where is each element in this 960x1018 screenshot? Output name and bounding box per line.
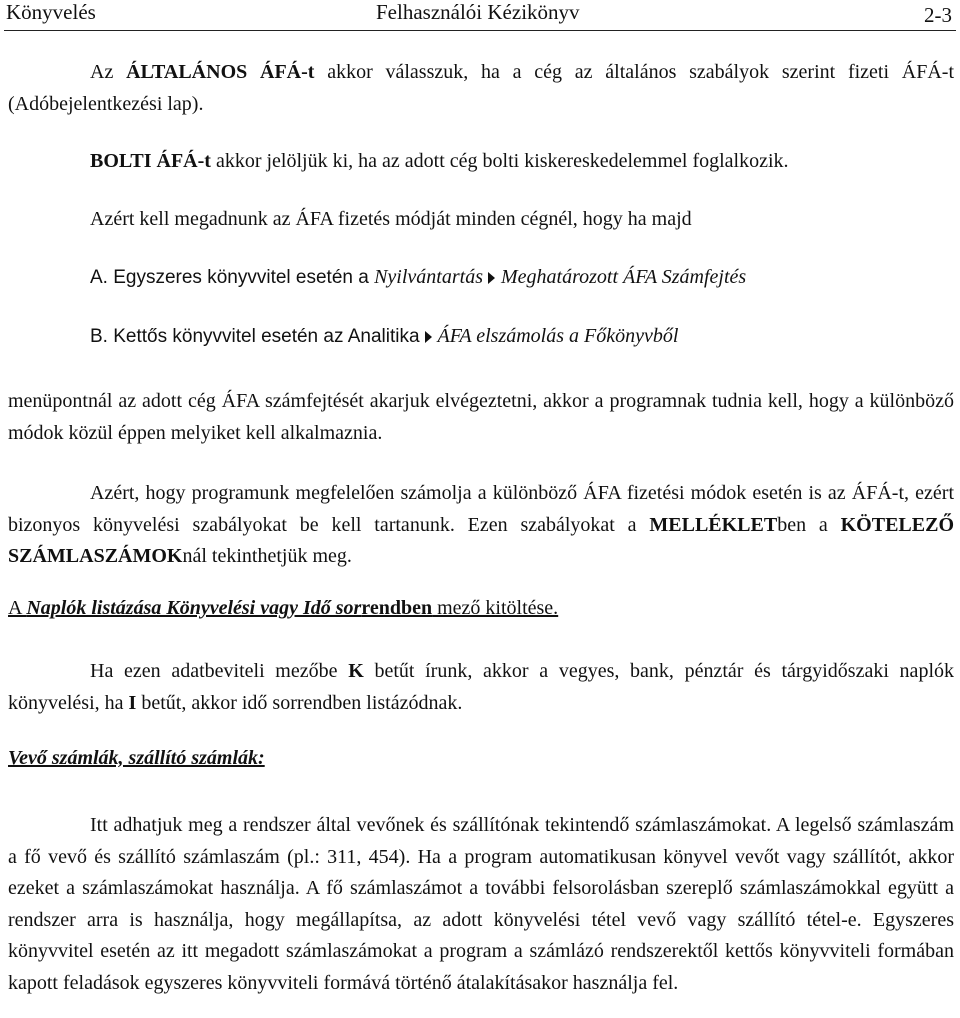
menu-item: Meghatározott ÁFA Számfejtés	[500, 266, 747, 288]
paragraph-rules	[8, 478, 954, 573]
text: betűt írunk, akkor a vegyes, bank, pénztár és tárgyidőszaki naplók könyvelési, ha	[8, 660, 954, 714]
text: akkor válasszuk, ha a cég az általános szabályok szerint fizeti ÁFÁ-t (Adóbejelentkezési lap).	[8, 61, 955, 115]
heading-text: Vevő számlák, szállító számlák:	[8, 747, 265, 769]
term-annex: MELLÉKLET	[649, 513, 778, 536]
paragraph-journal-order	[8, 656, 954, 719]
field-name: rendben	[361, 597, 433, 619]
text: Az	[90, 61, 127, 83]
paragraph-account-numbers: Itt adhatjuk meg a rendszer által vevőnek és szállítónak tekintendő számlaszámokat. A legelső számlaszám a fő vevő és szállító számlaszám (pl.: 311, 454). Ha a program automatikusan könyvel vevőt vagy szállítót, akkor ezeket a számlaszámokat használja. A fő számlaszámot a további felsorolásban szereplő számlaszámokkal együtt a rendszer arra is használja, hogy megállapítsa, az adott könyvelési tétel vevő vagy szállító tétel-e. Egyszeres könyvvitel esetén az itt megadott számlaszámokat a program a számlázó rendszerektől kettős könyvviteli formában kapott feladások egyszeres könyvviteli formává történő átalakításakor használja fel.	[8, 814, 954, 994]
term-general-vat: ÁLTALÁNOS ÁFÁ-t	[126, 61, 315, 83]
term-shop-vat: BOLTI ÁFÁ-t	[90, 150, 211, 172]
text: Azért, hogy programunk megfelelően számolja a különböző ÁFA fizetési módok esetén is az ÁFÁ-t, ezért bizonyos könyvelési szabályokat be kell tartanunk. Ezen szabályokat a	[8, 482, 954, 536]
menu-item: Analitika	[347, 326, 420, 347]
header-manual-title: Felhasználói Kézikönyv	[376, 0, 580, 24]
heading-journal-listing	[8, 597, 558, 620]
paragraph-shop-vat	[90, 150, 789, 173]
menu-path-double-entry	[90, 325, 678, 348]
page-header	[4, 0, 956, 31]
text: A	[8, 597, 27, 619]
menu-item: Nyilvántartás	[374, 266, 483, 288]
text: Ha ezen adatbeviteli mezőbe	[90, 660, 349, 682]
letter-i: I	[128, 691, 137, 714]
heading-customer-supplier-accounts	[8, 747, 265, 770]
arrow-right-icon	[425, 331, 432, 343]
paragraph-vat-reason: Azért kell megadnunk az ÁFA fizetés módját minden cégnél, hogy ha majd	[90, 208, 692, 230]
paragraph-menu-point: menüpontnál az adott cég ÁFA számfejtését akarjuk elvégeztetni, akkor a programnak tudnia kell, hogy a különböző módok közül éppen melyiket kell alkalmaznia.	[8, 390, 954, 444]
header-section-title: Könyvelés	[6, 0, 96, 24]
header-page-number: 2-3	[924, 3, 952, 27]
text: akkor jelöljük ki, ha az adott cég bolti kiskereskedelemmel foglalkozik.	[210, 150, 789, 172]
menu-path-single-entry	[90, 266, 746, 289]
field-name: Naplók listázása Könyvelési vagy Idő sor	[26, 597, 362, 619]
text: B. Kettős könyvvitel esetén az	[90, 326, 348, 347]
menu-item: ÁFA elszámolás a Főkönyvből	[437, 325, 679, 347]
text: ben a	[777, 513, 841, 536]
arrow-right-icon	[488, 272, 495, 284]
text: A. Egyszeres könyvvitel esetén a	[90, 267, 375, 288]
paragraph-general-vat	[8, 57, 954, 120]
text: nál tekinthetjük meg.	[182, 545, 352, 567]
text: mező kitöltése.	[432, 597, 559, 619]
letter-k: K	[348, 660, 364, 682]
text: betűt, akkor idő sorrendben listázódnak.	[136, 691, 463, 714]
term-mandatory-accounts: KÖTELEZŐ SZÁMLASZÁMOK	[8, 513, 954, 567]
